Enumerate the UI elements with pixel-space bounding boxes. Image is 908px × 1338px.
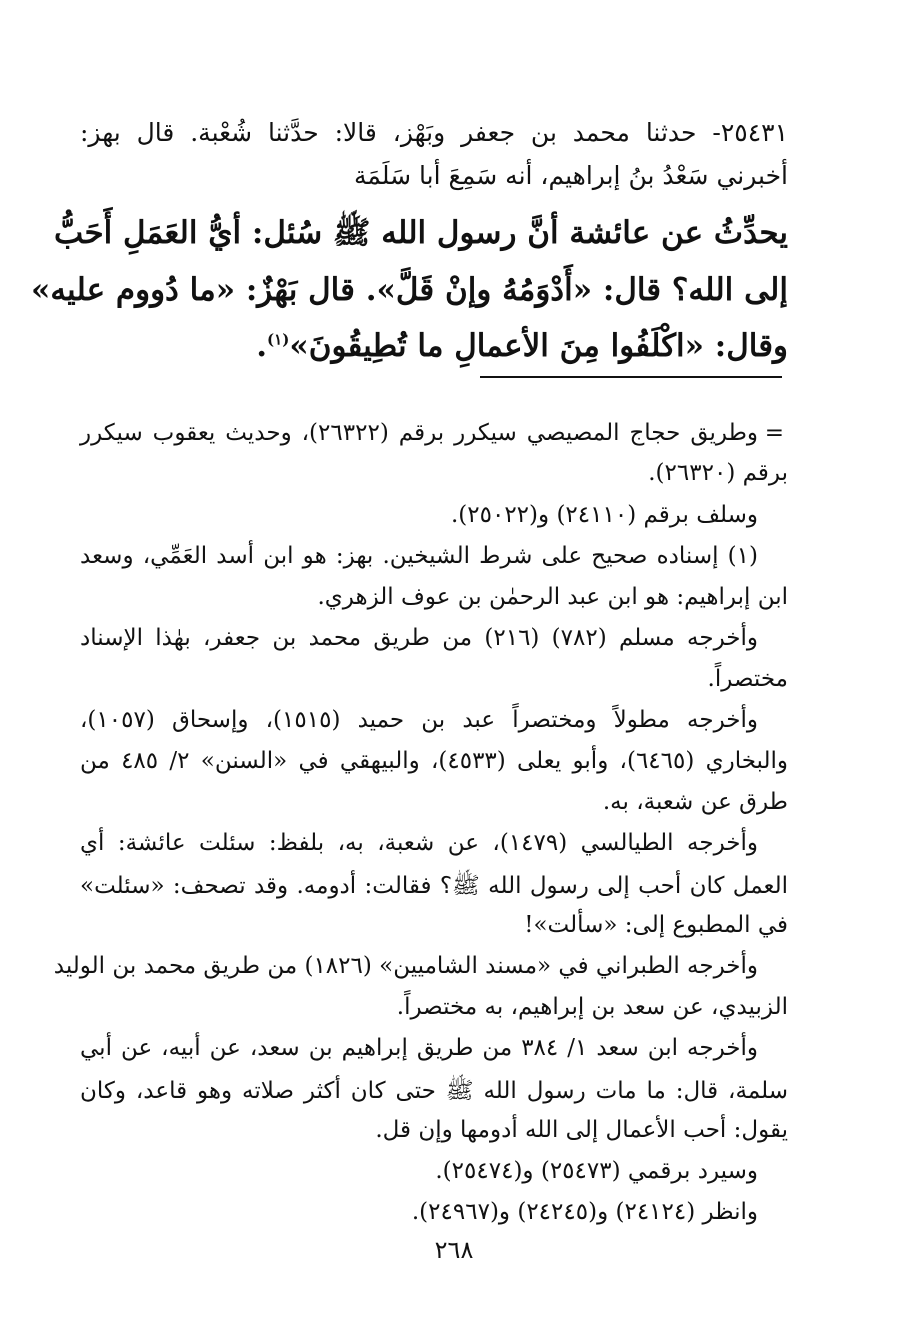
footnote-line: وأخرجه مسلم (٧٨٢) (٢١٦) من طريق محمد بن جعفر، بهٰذا الإسناد — [80, 625, 758, 651]
footnote-line: والبخاري (٦٤٦٥)، وأبو يعلى (٤٥٣٣)، والبيهقي في «السنن» ٢/ ٤٨٥ من — [80, 748, 789, 774]
footnote-line: سلمة، قال: ما مات رسول الله ﷺ حتى كان أكثر صلاته وهو قاعد، وكان — [80, 1078, 788, 1104]
footnote-line: ابن إبراهيم: هو ابن عبد الرحمٰن بن عوف الزهري. — [317, 584, 788, 610]
footnote-reference: (١) — [267, 330, 290, 349]
hadith-intro-line-2: أخبرني سَعْدُ بنُ إبراهيم، أنه سَمِعَ أبا سَلَمَة — [354, 161, 788, 190]
footnote-line: برقم (٢٦٣٢٠). — [648, 460, 788, 486]
page-number: ٢٦٨ — [434, 1236, 474, 1264]
footnote-line: العمل كان أحب إلى رسول الله ﷺ؟ فقالت: أدومه. وقد تصحف: «سئلت» — [80, 873, 788, 899]
footnote-line: وأخرجه الطيالسي (١٤٧٩)، عن شعبة، به، بلفظ: سئلت عائشة: أي — [80, 830, 758, 856]
footnote-line: يقول: أحب الأعمال إلى الله أدومها وإن قل. — [375, 1117, 788, 1143]
hadith-matn-end: . — [256, 328, 268, 364]
footnote-line: وسلف برقم (٢٤١١٠) و(٢٥٠٢٢). — [450, 502, 758, 528]
hadith-matn-line-2: إلى الله؟ قال: «أَدْوَمُهُ وإنْ قَلَّ». قال بَهْزٌ: «ما دُووم عليه» — [31, 272, 788, 308]
footnote-line: (١) إسناده صحيح على شرط الشيخين. بهز: هو ابن أسد العَمِّي، وسعد — [80, 543, 758, 569]
hadith-matn-line-3 — [80, 328, 788, 364]
footnote-line: طرق عن شعبة، به. — [602, 789, 788, 815]
hadith-intro-line-1: ٢٥٤٣١- حدثنا محمد بن جعفر وبَهْز، قالا: حدَّثنا شُعْبة. قال بهز: — [80, 118, 788, 147]
hadith-matn-text: وقال: «اكْلَفُوا مِنَ الأعمالِ ما تُطِيقُونَ» — [289, 328, 788, 364]
footnote-line: في المطبوع إلى: «سألت»! — [524, 912, 788, 938]
footnote-line: الزبيدي، عن سعد بن إبراهيم، به مختصراً. — [396, 994, 788, 1020]
footnote-line: وسيرد برقمي (٢٥٤٧٣) و(٢٥٤٧٤). — [435, 1158, 758, 1184]
footnote-separator — [480, 376, 782, 378]
continuation-mark: = — [764, 420, 784, 446]
footnote-line: وانظر (٢٤١٢٤) و(٢٤٢٤٥) و(٢٤٩٦٧). — [411, 1199, 758, 1225]
footnote-line: مختصراً. — [707, 666, 788, 692]
hadith-matn-line-1: يحدِّثُ عن عائشة أنَّ رسول الله ﷺ سُئل: أيُّ العَمَلِ أَحَبُّ — [54, 215, 788, 251]
footnote-line: وطريق حجاج المصيصي سيكرر برقم (٢٦٣٢٢)، وحديث يعقوب سيكرر — [80, 420, 759, 446]
footnote-line: وأخرجه مطولاً ومختصراً عبد بن حميد (١٥١٥)، وإسحاق (١٠٥٧)، — [80, 707, 758, 733]
footnote-line: وأخرجه الطبراني في «مسند الشاميين» (١٨٢٦) من طريق محمد بن الوليد — [53, 953, 758, 979]
footnote-line: وأخرجه ابن سعد ١/ ٣٨٤ من طريق إبراهيم بن سعد، عن أبيه، عن أبي — [80, 1035, 758, 1061]
